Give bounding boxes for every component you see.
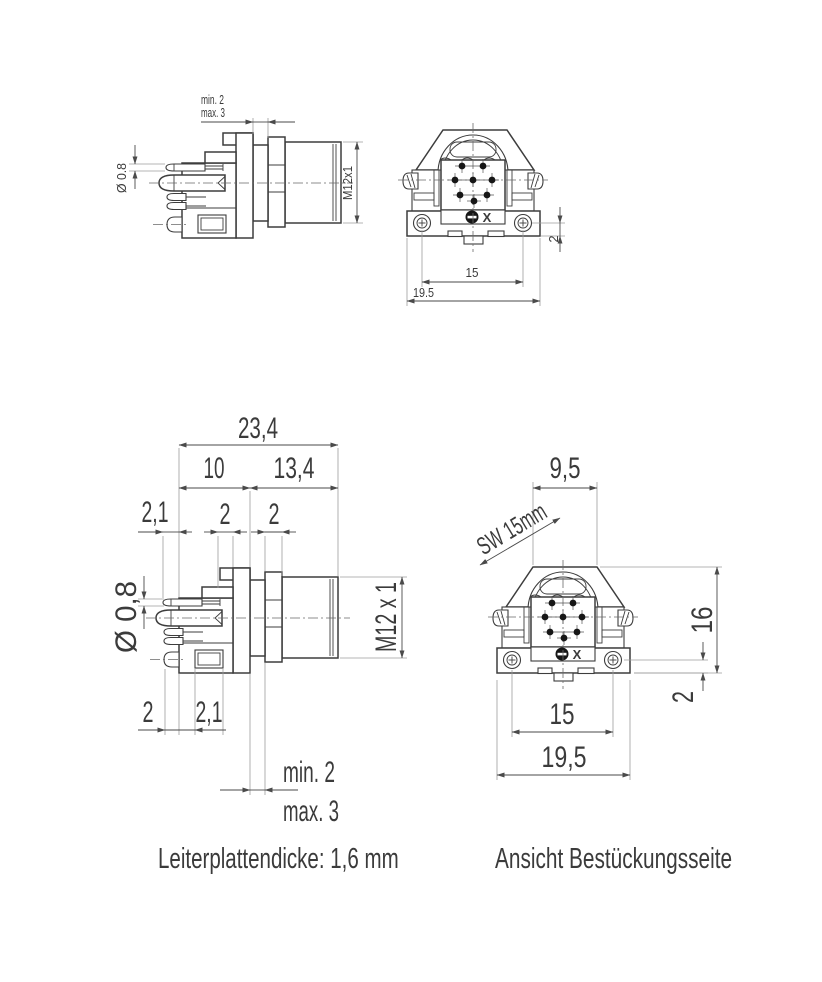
dim-pin-diameter: Ø 0,8 [110, 579, 143, 653]
dim-hole-spacing: 15 [549, 698, 575, 731]
dim-total-depth: 23,4 [238, 412, 278, 445]
dim-board-min: min. 2 [201, 93, 225, 107]
dim-edge-gap: 2 [547, 235, 561, 243]
dim-hole-spacing: 15 [465, 266, 479, 280]
dim-thread: M12x1 [341, 162, 355, 200]
dim-height: 16 [686, 600, 719, 634]
view-front-top [395, 105, 585, 320]
caption-pcb-thickness: Leiterplattendicke: 1,6 mm [158, 843, 399, 875]
dim-body-width: 19,5 [541, 741, 587, 774]
dim-gap-front: 2 [219, 498, 231, 531]
dim-gap-rear: 2 [268, 498, 280, 531]
dim-board-max: max. 3 [201, 106, 226, 120]
dim-wrench-size: SW 15mm [472, 476, 587, 561]
caption-mounting-view: Ansicht Bestückungsseite [495, 843, 733, 875]
dim-board-min: min. 2 [283, 756, 335, 789]
dim-foot-pitch: 2,1 [195, 696, 223, 729]
dim-pin-offset: 2,1 [141, 496, 169, 529]
view-side-bottom [108, 400, 428, 840]
dim-pin-diameter: Ø 0.8 [115, 162, 129, 193]
dim-body-width: 19.5 [413, 286, 435, 300]
view-side-top [95, 88, 380, 253]
view-front-bottom [450, 440, 740, 790]
dim-front-depth: 13,4 [273, 452, 315, 485]
dim-board-max: max. 3 [283, 795, 339, 828]
dim-slot-width: 9,5 [549, 452, 581, 485]
dim-edge-gap: 2 [667, 686, 700, 703]
dim-rear-depth: 10 [203, 452, 225, 485]
dim-thread: M12 x 1 [370, 545, 403, 652]
dim-foot-gap: 2 [142, 696, 154, 729]
